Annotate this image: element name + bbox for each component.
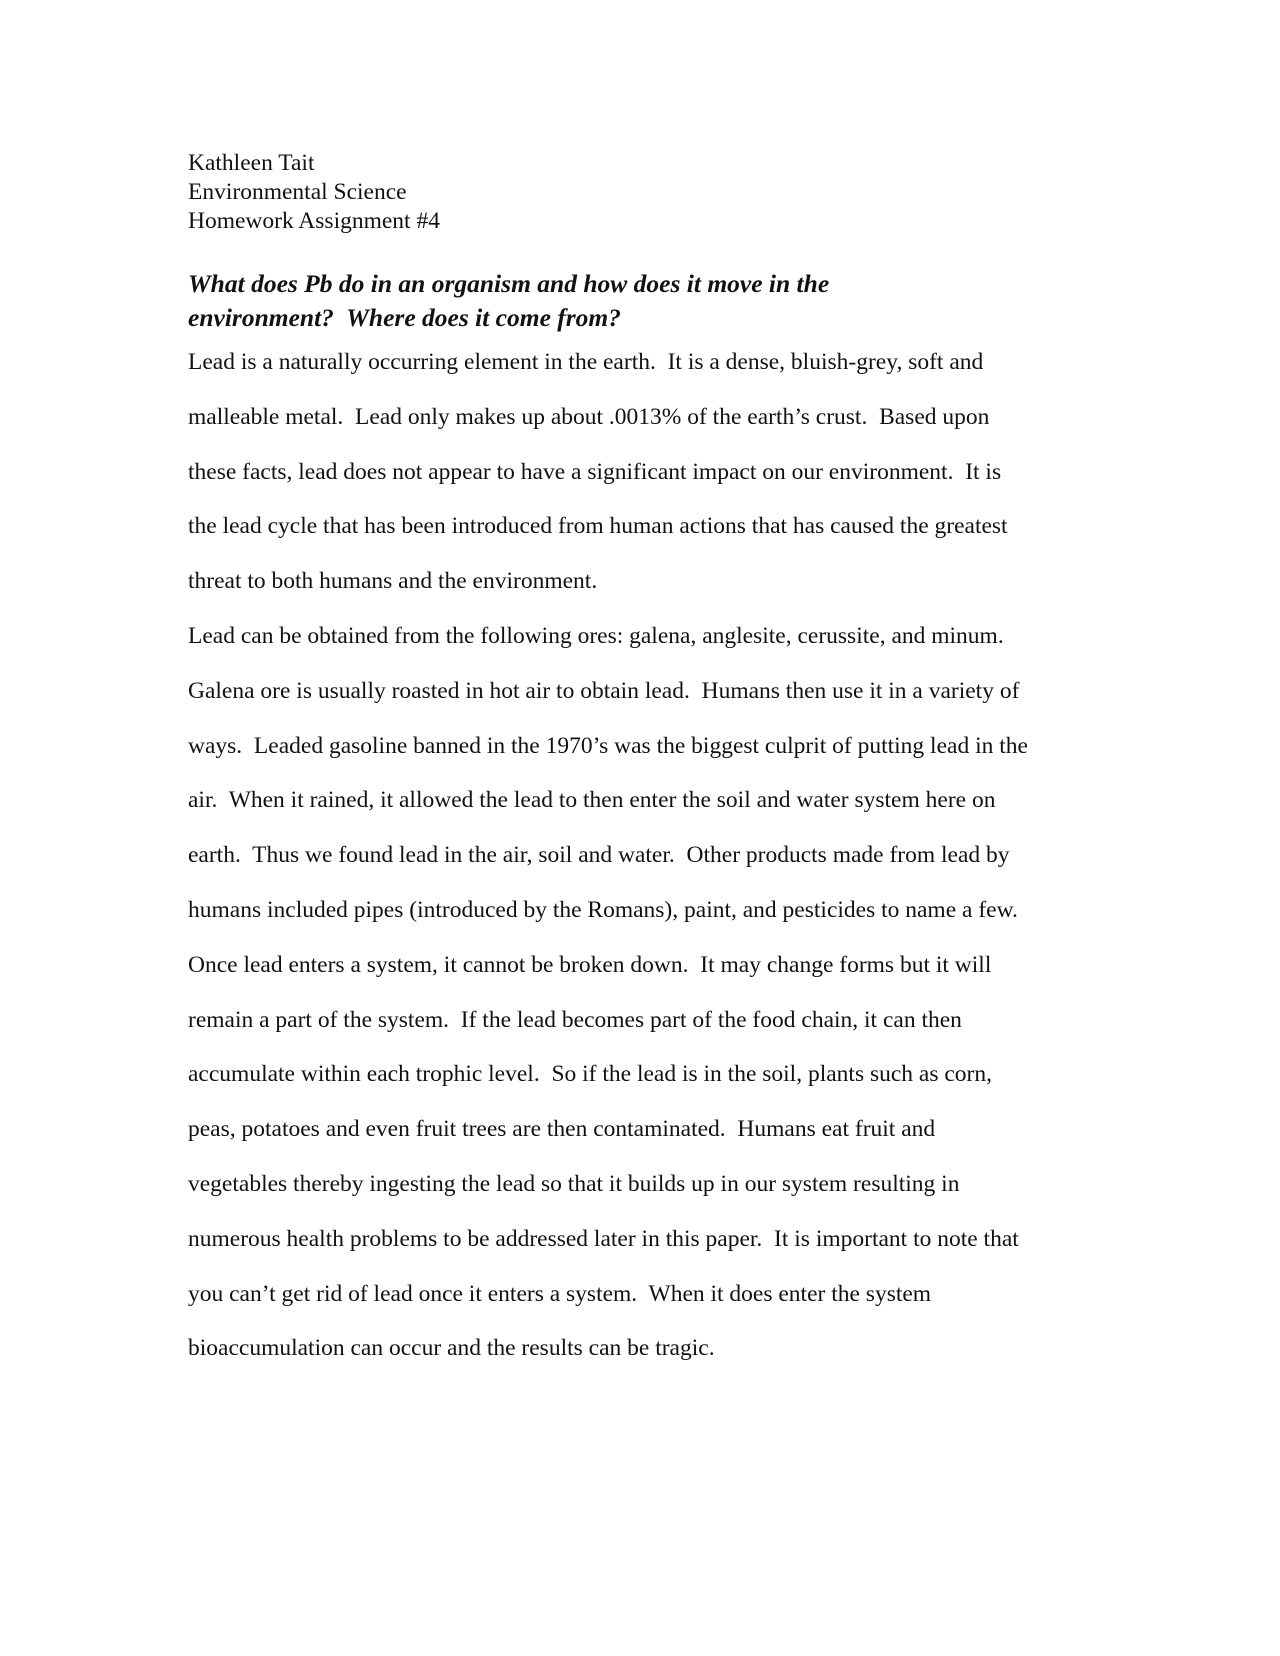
- body-text-line: accumulate within each trophic level. So if the lead is in the soil, plants such as corn,: [188, 1061, 993, 1088]
- body-text-line: humans included pipes (introduced by the Romans), paint, and pesticides to name a few.: [188, 897, 1018, 923]
- body-text-line: vegetables thereby ingesting the lead so that it builds up in our system resulting in: [188, 1171, 960, 1197]
- body-text-line: these facts, lead does not appear to have a significant impact on our environment. It is: [188, 458, 1002, 485]
- body-text-line: Once lead enters a system, it cannot be broken down. It may change forms but it will: [188, 951, 992, 978]
- body-text-line: bioaccumulation can occur and the results can be tragic.: [188, 1335, 715, 1362]
- body-text-line: air. When it rained, it allowed the lead to then enter the soil and water system here on: [188, 787, 996, 814]
- body-text-line: numerous health problems to be addressed later in this paper. It is important to note that: [188, 1225, 1019, 1252]
- essay-question: [188, 267, 1108, 335]
- body-text-line: Lead is a naturally occurring element in the earth. It is a dense, bluish-grey, soft and: [188, 349, 984, 375]
- body-text-line: Galena ore is usually roasted in hot air to obtain lead. Humans then use it in a variety of: [188, 677, 1020, 704]
- author-name: Kathleen Tait: [188, 150, 315, 176]
- body-text-line: peas, potatoes and even fruit trees are then contaminated. Humans eat fruit and: [188, 1116, 936, 1143]
- question-line: environment? Where does it come from?: [188, 303, 622, 332]
- body-text-line: malleable metal. Lead only makes up about .0013% of the earth’s crust. Based upon: [188, 403, 990, 430]
- course-name: Environmental Science: [188, 179, 407, 205]
- body-text-line: the lead cycle that has been introduced from human actions that has caused the greatest: [188, 513, 1008, 540]
- body-text-line: remain a part of the system. If the lead becomes part of the food chain, it can then: [188, 1006, 962, 1033]
- assignment-title: Homework Assignment #4: [188, 208, 440, 234]
- body-text-line: earth. Thus we found lead in the air, soil and water. Other products made from lead by: [188, 842, 1010, 869]
- question-line: What does Pb do in an organism and how does it move in the: [188, 269, 830, 298]
- body-text-line: Lead can be obtained from the following ores: galena, anglesite, cerussite, and minum.: [188, 623, 1004, 649]
- body-text-line: threat to both humans and the environment.: [188, 568, 598, 595]
- body-text-line: ways. Leaded gasoline banned in the 1970’s was the biggest culprit of putting lead in the: [188, 732, 1028, 759]
- document-header: [188, 149, 1088, 236]
- body-text-line: you can’t get rid of lead once it enters a system. When it does enter the system: [188, 1280, 932, 1307]
